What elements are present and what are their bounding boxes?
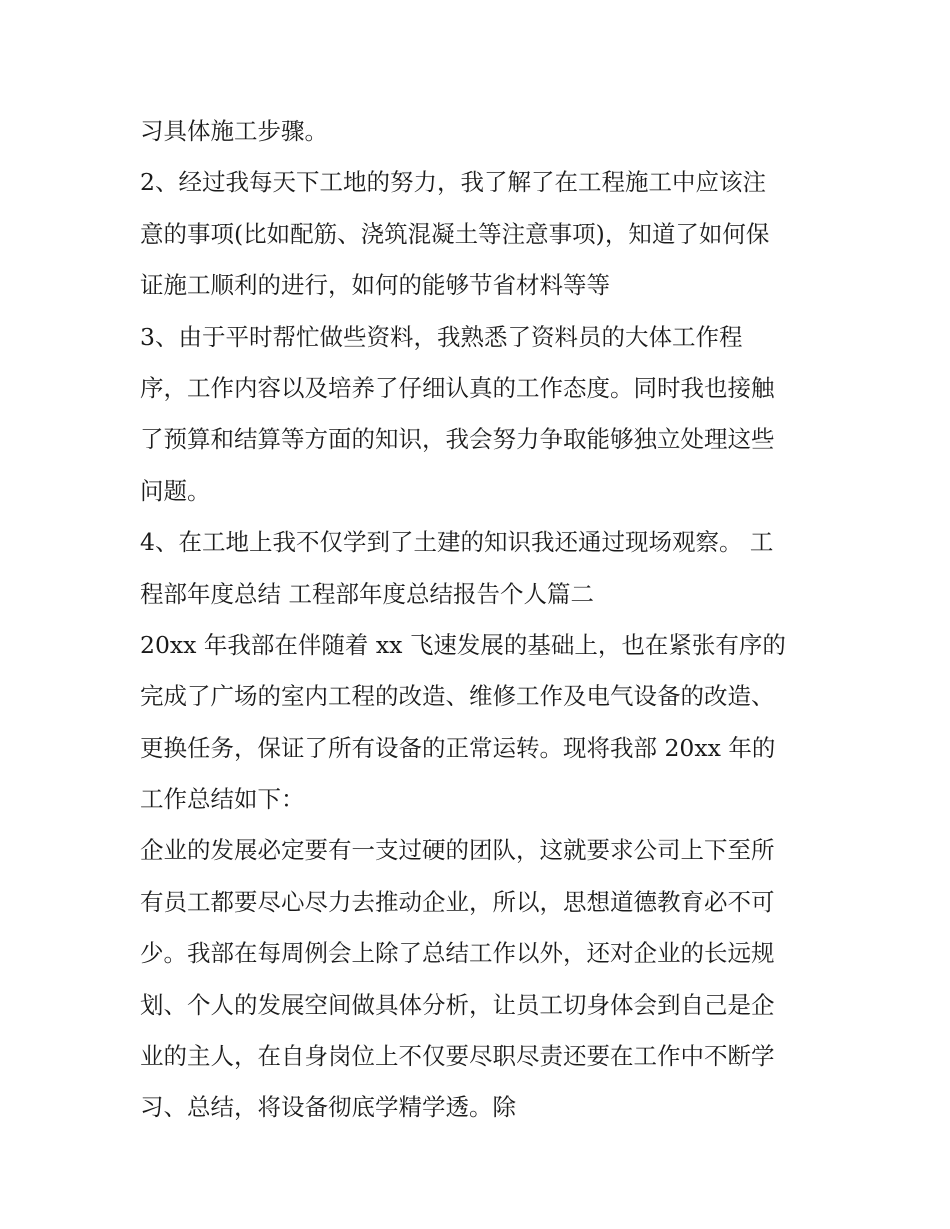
text-line: 证施工顺利的进行，如何的能够节省材料等等 bbox=[140, 271, 610, 300]
text-line: 少。我部在每周例会上除了总结工作以外，还对企业的长远规 bbox=[140, 939, 775, 968]
text-line: 习具体施工步骤。 bbox=[140, 117, 328, 145]
text-line: 有员工都要尽心尽力去推动企业，所以，思想道德教育必不可 bbox=[140, 887, 775, 916]
document-body bbox=[140, 106, 820, 1134]
text-line: 习、总结，将设备彻底学精学透。除 bbox=[140, 1093, 516, 1122]
text-line: 了预算和结算等方面的知识，我会努力争取能够独立处理这些 bbox=[140, 425, 775, 454]
text-line: 意的事项(比如配筋、浇筑混凝土等注意事项)，知道了如何保 bbox=[140, 219, 770, 248]
text-line: 2、经过我每天下工地的努力，我了解了在工程施工中应该注 bbox=[140, 168, 766, 197]
text-line: 完成了广场的室内工程的改造、维修工作及电气设备的改造、 bbox=[140, 682, 775, 711]
text-line: 业的主人，在自身岗位上不仅要尽职尽责还要在工作中不断学 bbox=[140, 1042, 775, 1071]
text-line: 4、在工地上我不仅学到了土建的知识我还通过现场观察。 工 bbox=[140, 528, 774, 557]
text-line: 20xx 年我部在伴随着 xx 飞速发展的基础上，也在紧张有序的 bbox=[140, 630, 786, 659]
text-line: 问题。 bbox=[140, 476, 211, 505]
text-line: 工作总结如下： bbox=[140, 785, 305, 814]
text-line: 序，工作内容以及培养了仔细认真的工作态度。同时我也接触 bbox=[140, 373, 775, 402]
text-line: 3、由于平时帮忙做些资料，我熟悉了资料员的大体工作程 bbox=[140, 322, 743, 351]
text-line: 企业的发展必定要有一支过硬的团队，这就要求公司上下至所 bbox=[140, 836, 775, 865]
text-line: 程部年度总结 工程部年度总结报告个人篇二 bbox=[140, 579, 594, 608]
text-line: 划、个人的发展空间做具体分析，让员工切身体会到自己是企 bbox=[140, 990, 775, 1019]
text-line: 更换任务，保证了所有设备的正常运转。现将我部 20xx 年的 bbox=[140, 733, 776, 762]
